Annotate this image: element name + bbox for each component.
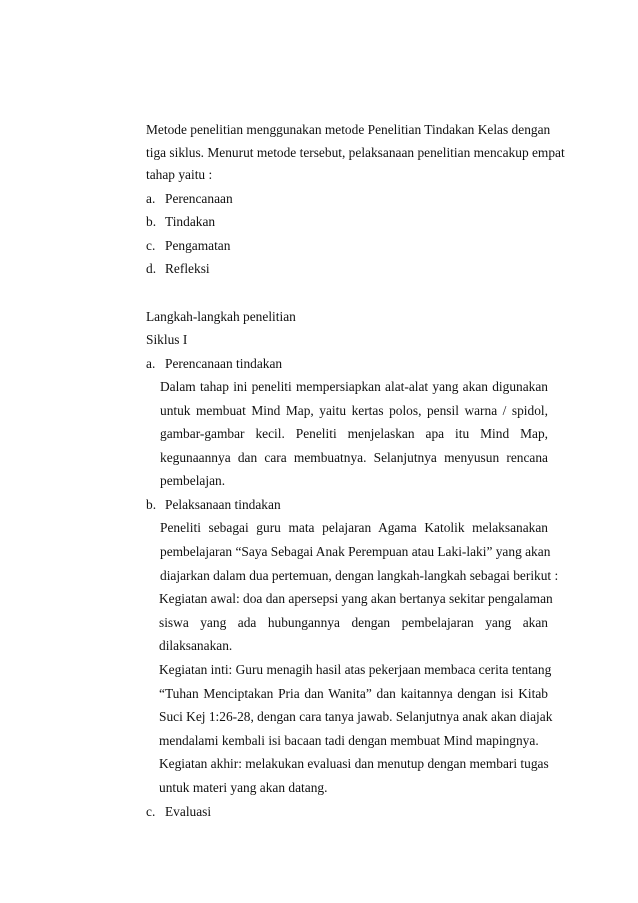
- activity-paragraph: [146, 752, 548, 799]
- section-paragraph: [146, 516, 559, 587]
- paragraph-line: Kegiatan inti: Guru menagih hasil atas pekerjaan membaca cerita tentang: [159, 662, 552, 678]
- paragraph-line: gambar-gambar kecil. Peneliti menjelaskan apa itu Mind Map,: [160, 426, 548, 442]
- section-title: Evaluasi: [165, 803, 212, 819]
- list-marker: b.: [146, 214, 157, 229]
- paragraph-line: Suci Kej 1:26-28, dengan cara tanya jawab. Selanjutnya anak akan diajak: [159, 709, 553, 725]
- list-item-label: Tindakan: [165, 214, 216, 229]
- paragraph-line: untuk membuat Mind Map, yaitu kertas polos, pensil warna / spidol,: [160, 402, 548, 418]
- paragraph-line: untuk materi yang akan datang.: [159, 780, 328, 795]
- steps-heading: Langkah-langkah penelitian: [146, 308, 296, 324]
- section-paragraph: [146, 375, 548, 493]
- intro-line: tahap yaitu :: [146, 167, 213, 182]
- document-page: [146, 119, 565, 823]
- intro-line: Metode penelitian menggunakan metode Penelitian Tindakan Kelas dengan: [146, 122, 551, 137]
- paragraph-line: Dalam tahap ini peneliti mempersiapkan alat-alat yang akan digunakan: [160, 379, 548, 394]
- list-marker: a.: [146, 190, 156, 206]
- paragraph-line: pembelajan.: [160, 473, 226, 489]
- paragraph-line: dilaksanakan.: [159, 638, 233, 654]
- list-item: [146, 257, 548, 281]
- paragraph-line: siswa yang ada hubungannya dengan pembelajaran yang akan: [159, 614, 548, 630]
- activity-paragraph: [146, 658, 553, 752]
- list-item: [146, 234, 548, 258]
- paragraph-line: Kegiatan akhir: melakukan evaluasi dan menutup dengan membari tugas: [159, 756, 549, 772]
- section-marker: b.: [146, 496, 157, 512]
- intro-paragraph: [146, 119, 565, 187]
- section-planning: [146, 352, 548, 493]
- cycle-heading: Siklus I: [146, 332, 188, 347]
- paragraph-line: “Tuhan Menciptakan Pria dan Wanita” dan kaitannya dengan isi Kitab: [159, 685, 548, 701]
- section-heading: [146, 352, 548, 376]
- list-item: [146, 210, 548, 234]
- section-marker: c.: [146, 803, 156, 819]
- section-marker: a.: [146, 355, 156, 371]
- list-marker: c.: [146, 237, 156, 253]
- paragraph-line: kegunaannya dan cara membuatnya. Selanjutnya menyusun rencana: [160, 449, 548, 465]
- paragraph-line: diajarkan dalam dua pertemuan, dengan langkah-langkah sebagai berikut :: [160, 567, 559, 583]
- list-marker: d.: [146, 261, 157, 276]
- section-title: Pelaksanaan tindakan: [165, 496, 281, 512]
- section-heading: [146, 493, 548, 517]
- paragraph-line: Peneliti sebagai guru mata pelajaran Agama Katolik melaksanakan: [160, 520, 548, 536]
- list-item: [146, 187, 548, 211]
- intro-line: tiga siklus. Menurut metode tersebut, pelaksanaan penelitian mencakup empat: [146, 144, 565, 160]
- section-title: Perencanaan tindakan: [165, 355, 283, 371]
- paragraph-line: mendalami kembali isi bacaan tadi dengan membuat Mind mapingnya.: [159, 732, 539, 748]
- list-item-label: Refleksi: [165, 261, 210, 276]
- paragraph-line: Kegiatan awal: doa dan apersepsi yang akan bertanya sekitar pengalaman: [159, 591, 553, 607]
- section-evaluation: [146, 800, 548, 824]
- spacer: [146, 281, 548, 305]
- list-item-label: Pengamatan: [165, 237, 231, 253]
- list-item-label: Perencanaan: [165, 190, 233, 206]
- paragraph-line: pembelajaran “Saya Sebagai Anak Perempuan atau Laki-laki” yang akan: [160, 544, 551, 560]
- activity-paragraph: [146, 587, 553, 658]
- stage-list: [146, 187, 548, 281]
- section-implementation: [146, 493, 559, 800]
- section-heading: [146, 800, 548, 824]
